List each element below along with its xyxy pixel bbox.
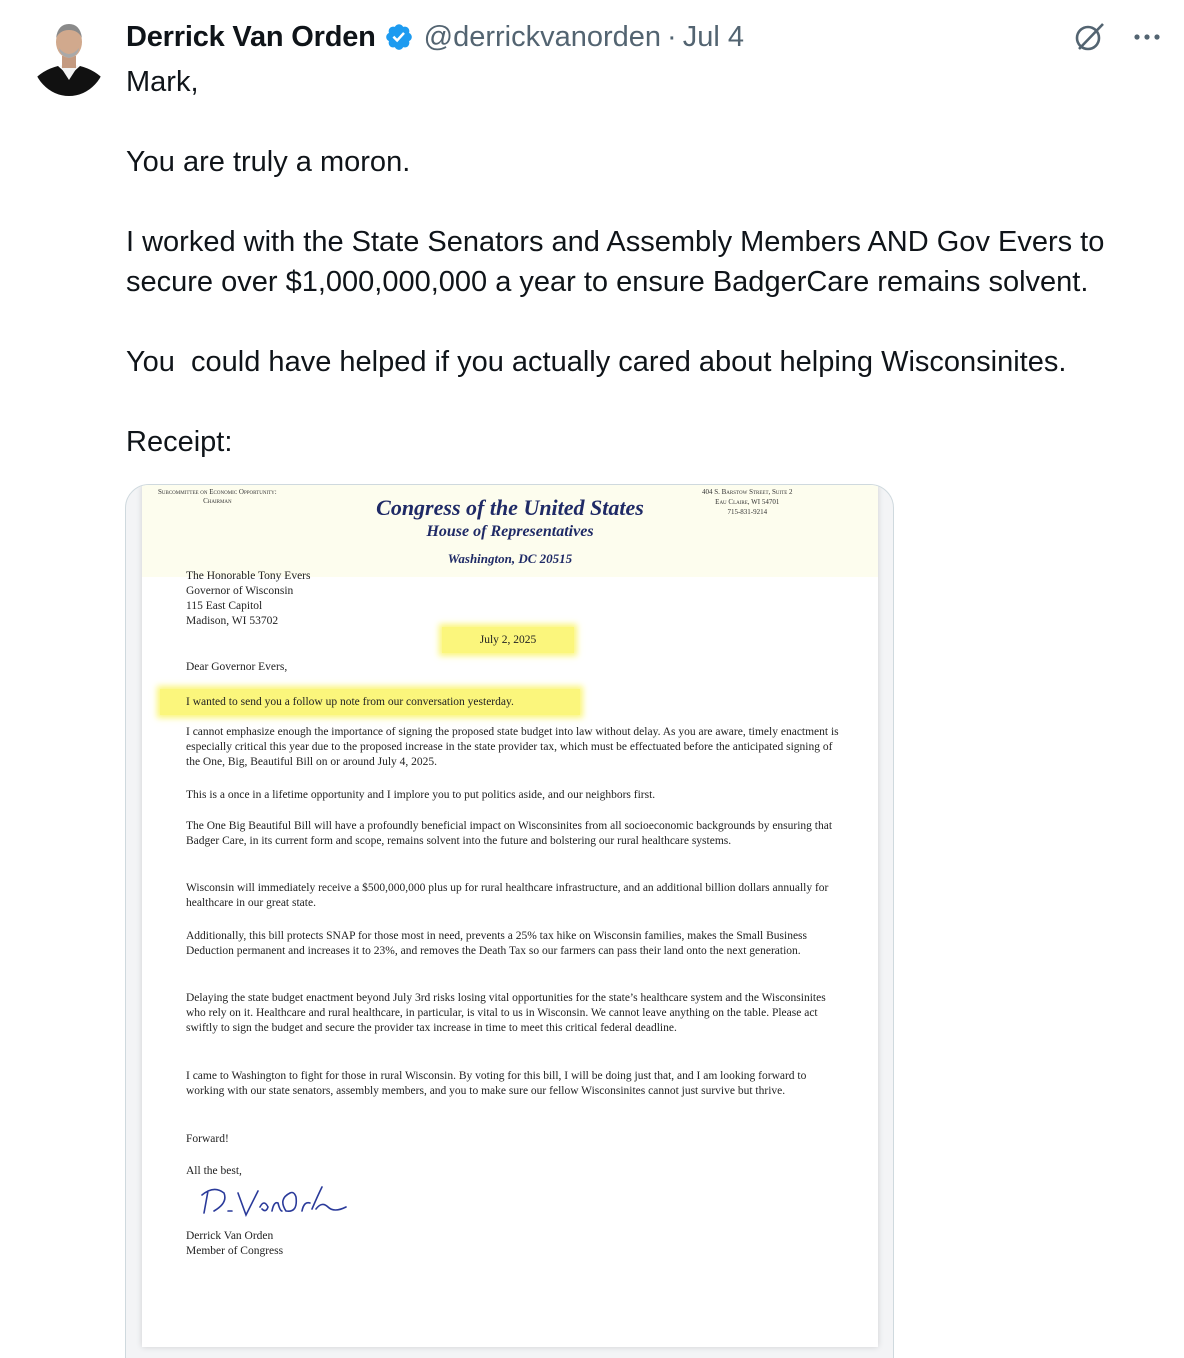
subcommittee-text: Subcommittee on Economic Opportunity:: [158, 488, 277, 496]
signer-title: Member of Congress: [186, 1245, 284, 1257]
letterhead-city: Washington, DC 20515: [447, 551, 573, 566]
recipient-line: 115 East Capitol: [186, 600, 263, 612]
more-icon[interactable]: [1130, 20, 1164, 54]
chairman-text: Chairman: [203, 497, 232, 505]
salutation: Dear Governor Evers,: [186, 661, 288, 673]
body-paragraph: This is a once in a lifetime opportunity and I implore you to put politics aside, and our neighbors first.: [186, 789, 656, 801]
signer-name: Derrick Van Orden: [186, 1230, 274, 1242]
tweet-header: [126, 16, 1164, 58]
tweet-paragraph: I worked with the State Senators and Assembly Members AND Gov Evers to secure over $1,000,000,000 a year to ensure BadgerCare remains solvent.: [126, 226, 1113, 298]
grok-icon[interactable]: [1072, 20, 1106, 54]
body-paragraph: I cannot emphasize enough the importance of signing the proposed state budget into law without delay. As you are aware, timely enactment is especially critical this year due to the proposed increase in the state provider tax, which must be effectuated before the anticipated signing of the One, Big, Beautiful Bill on or around July 4, 2025.: [186, 726, 839, 768]
office-address: 404 S. Barstow Street, Suite 2: [702, 488, 793, 496]
intro-sentence: I wanted to send you a follow up note from our conversation yesterday.: [160, 689, 580, 715]
body-paragraph: Delaying the state budget enactment beyond July 3rd risks losing vital opportunities for the state’s healthcare system and the Wisconsinites who rely on it. Healthcare and rural healthcare, in particular, is vital to us in Wisconsin. We cannot leave anything on the table. Please act swiftly to sign the budget and secure the provider tax increase in time to meet this critical federal deadline.: [186, 992, 826, 1034]
recipient-line: Madison, WI 53702: [186, 615, 279, 627]
separator-dot: ·: [667, 20, 677, 53]
recipient-line: The Honorable Tony Evers: [186, 570, 311, 582]
tweet-media[interactable]: [125, 484, 894, 1358]
closing-line: All the best,: [186, 1165, 242, 1177]
office-city: Eau Claire, WI 54701: [715, 498, 780, 506]
body-paragraph: Wisconsin will immediately receive a $500,000,000 plus up for rural healthcare infrastructure, and an additional billion dollars annually for healthcare in our great state.: [186, 882, 829, 909]
recipient-address: [186, 569, 311, 629]
letter-date: July 2, 2025: [442, 627, 574, 653]
author-name[interactable]: Derrick Van Orden: [126, 20, 376, 53]
tweet-date[interactable]: Jul 4: [682, 20, 744, 53]
tweet-paragraph: Mark,: [126, 66, 199, 98]
author-handle[interactable]: @derrickvanorden: [423, 20, 662, 53]
verified-badge-icon[interactable]: [384, 22, 414, 52]
tweet-paragraph: Receipt:: [126, 426, 233, 458]
letterhead-subtitle: House of Representatives: [426, 523, 594, 540]
signer-block: [186, 1229, 283, 1259]
body-paragraph: The One Big Beautiful Bill will have a profoundly beneficial impact on Wisconsinites from all socioeconomic backgrounds by ensuring that Badger Care, in its current form and scope, remains solvent into the future and bolstering our rural healthcare systems.: [186, 820, 833, 847]
letterhead-title: Congress of the United States: [376, 495, 644, 520]
body-paragraph: I came to Washington to fight for those in rural Wisconsin. By voting for this bill, I will be doing just that, and I am looking forward to working with our state senators, assembly members, and you to make sure our fellow Wisconsinites cannot just survive but thrive.: [186, 1070, 807, 1097]
signature-image: [194, 1181, 354, 1223]
letter-document: [142, 485, 878, 1347]
tweet-paragraph: You are truly a moron.: [126, 146, 411, 178]
recipient-line: Governor of Wisconsin: [186, 585, 294, 597]
tweet-text: [126, 62, 1166, 462]
closing-line: Forward!: [186, 1133, 229, 1145]
office-phone: 715-831-9214: [727, 508, 768, 516]
tweet-paragraph: You could have helped if you actually cared about helping Wisconsinites.: [126, 346, 1067, 378]
body-paragraph: Additionally, this bill protects SNAP for those most in need, prevents a 25% tax hike on Wisconsin families, makes the Small Business Deduction permanent and increases it to 23%, and removes the Death Tax so our farmers can pass their land onto the next generation.: [186, 930, 807, 957]
avatar[interactable]: [32, 16, 106, 96]
